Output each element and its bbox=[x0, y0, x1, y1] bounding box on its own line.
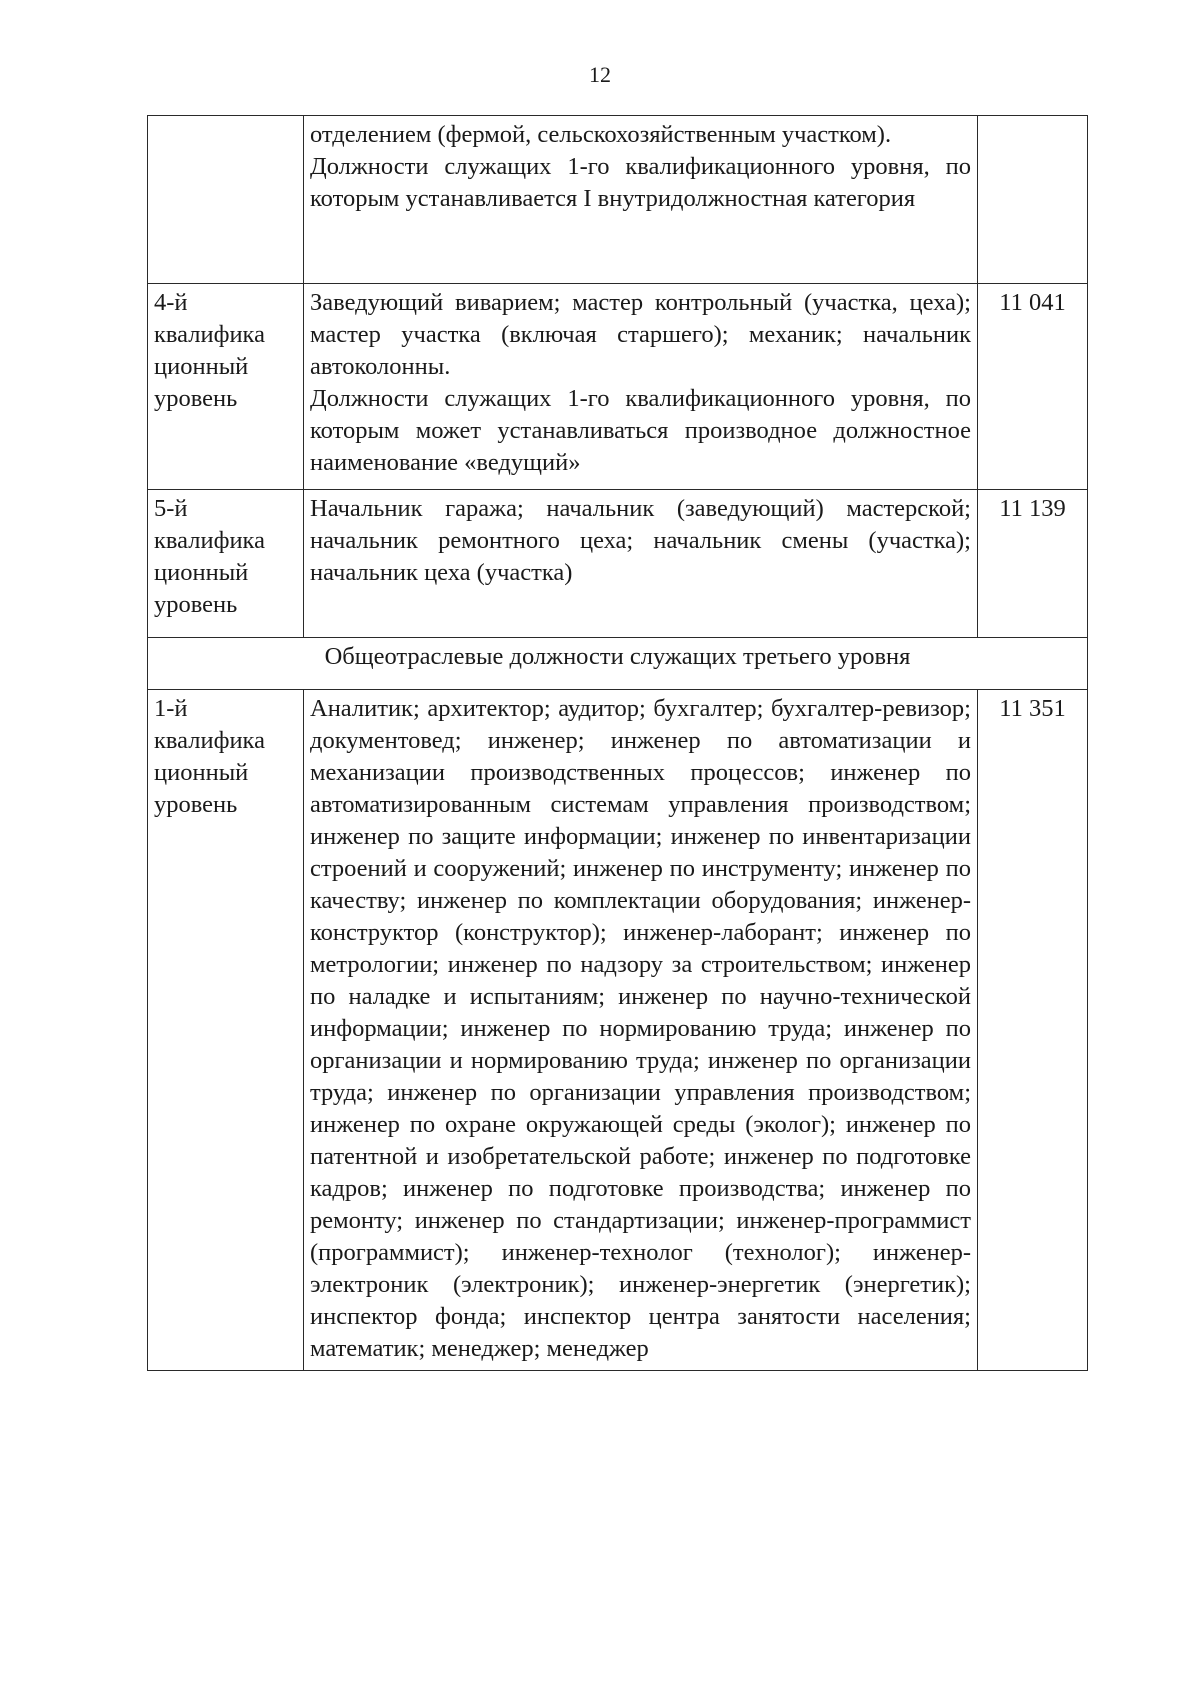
positions-text: отделением (фермой, сельскохозяйственным участком). bbox=[310, 121, 892, 148]
level-text: 1-й bbox=[154, 695, 188, 722]
level-text: уровень bbox=[154, 791, 238, 818]
table-row bbox=[148, 490, 1088, 638]
level-text: квалифика bbox=[154, 727, 265, 754]
section-heading-row bbox=[148, 638, 1088, 690]
level-text: ционный bbox=[154, 353, 249, 380]
salary-table bbox=[147, 115, 1088, 1371]
positions-text: Должности служащих 1-го квалификационного уровня, по которым может устанавливаться производное должностное наименование «ведущий» bbox=[310, 385, 971, 476]
level-text: ционный bbox=[154, 559, 249, 586]
positions-cell bbox=[304, 116, 978, 284]
level-text: 4-й bbox=[154, 289, 188, 316]
table-row bbox=[148, 690, 1088, 1371]
qualification-level-cell bbox=[148, 284, 304, 490]
salary-cell: 11 351 bbox=[978, 690, 1088, 1371]
level-text: ционный bbox=[154, 759, 249, 786]
salary-cell: 11 041 bbox=[978, 284, 1088, 490]
qualification-level-cell bbox=[148, 490, 304, 638]
positions-text: Начальник гаража; начальник (заведующий) мастерской; начальник ремонтного цеха; начальник смены (участка); начальник цеха (участка) bbox=[310, 495, 971, 586]
qualification-level-cell bbox=[148, 116, 304, 284]
level-text: уровень bbox=[154, 385, 238, 412]
positions-text: Заведующий виварием; мастер контрольный (участка, цеха); мастер участка (включая старшего); механик; начальник автоколонны. bbox=[310, 289, 971, 380]
level-text: квалифика bbox=[154, 321, 265, 348]
positions-cell bbox=[304, 284, 978, 490]
salary-cell: 11 139 bbox=[978, 490, 1088, 638]
table-row bbox=[148, 116, 1088, 284]
qualification-level-cell bbox=[148, 690, 304, 1371]
section-heading: Общеотраслевые должности служащих третьего уровня bbox=[148, 638, 1088, 690]
positions-text: Аналитик; архитектор; аудитор; бухгалтер; бухгалтер-ревизор; документовед; инженер; инженер по автоматизации и механизации производственных процессов; инженер по автоматизированным системам управления производством; инженер по защите информации; инженер по инвентаризации строений и сооружений; инженер по инструменту; инженер по качеству; инженер по комплектации оборудования; инженер-конструктор (конструктор); инженер-лаборант; инженер по метрологии; инженер по надзору за строительством; инженер по наладке и испытаниям; инженер по научно-технической информации; инженер по нормированию труда; инженер по организации и нормированию труда; инженер по организации труда; инженер по организации управления производством; инженер по охране окружающей среды (эколог); инженер по патентной и изобретательской работе; инженер по подготовке кадров; инженер по подготовке производства; инженер по ремонту; инженер по стандартизации; инженер-программист (программист); инженер-технолог (технолог); инженер-электроник (электроник); инженер-энергетик (энергетик); инспектор фонда; инспектор центра занятости населения; математик; менеджер; менеджер bbox=[310, 695, 971, 1362]
salary-cell bbox=[978, 116, 1088, 284]
positions-cell bbox=[304, 690, 978, 1371]
page-number: 12 bbox=[589, 62, 611, 87]
level-text: уровень bbox=[154, 591, 238, 618]
positions-text: Должности служащих 1-го квалификационного уровня, по которым устанавливается I внутридолжностная категория bbox=[310, 153, 971, 212]
level-text: 5-й bbox=[154, 495, 188, 522]
level-text: квалифика bbox=[154, 527, 265, 554]
table-row bbox=[148, 284, 1088, 490]
positions-cell bbox=[304, 490, 978, 638]
